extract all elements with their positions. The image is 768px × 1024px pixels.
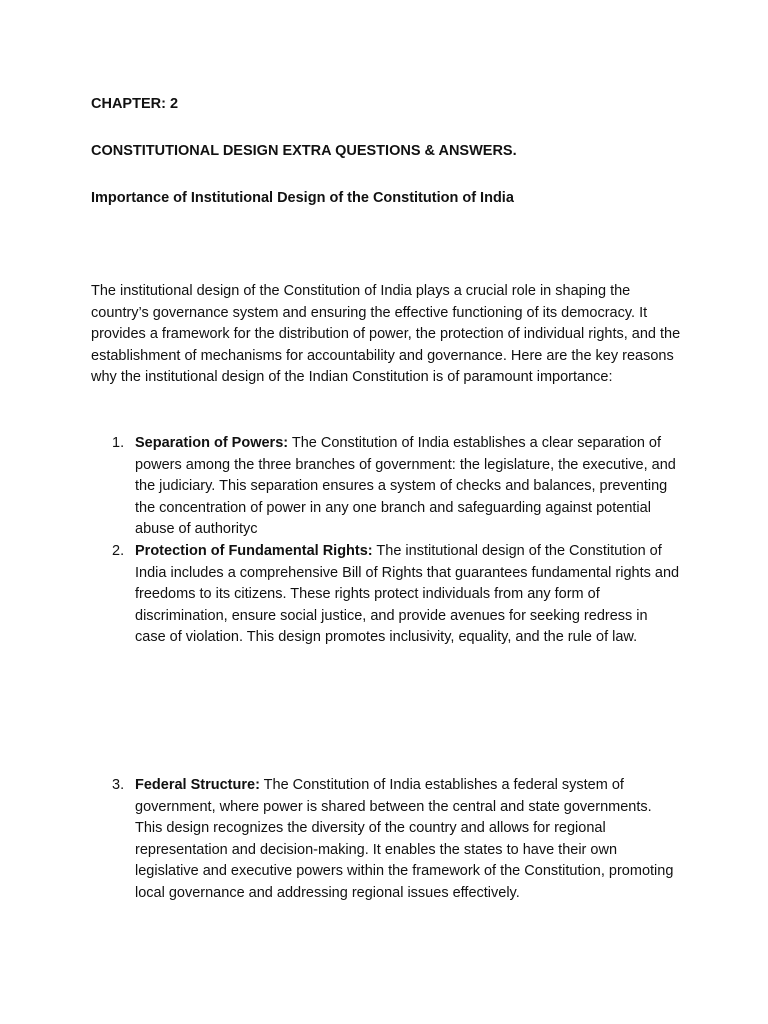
chapter-heading: CHAPTER: 2 [91,96,179,112]
intro-paragraph: The institutional design of the Constitution of India plays a crucial role in shaping the country’s governance system and ensuring the effective functioning of its democracy. It provides a framework for the distribution of power, the protection of individual rights, and the establishment of mechanisms for accountability and governance. Here are the key reasons why the institutional design of the Indian Constitution is of paramount importance: [91,283,681,386]
list-item-body [135,541,681,649]
list-number: 3. [112,777,125,793]
list-item-term: Protection of Fundamental Rights: [135,543,373,559]
document-title: CONSTITUTIONAL DESIGN EXTRA QUESTIONS & ANSWERS. [91,143,517,159]
list-item-term: Federal Structure: [135,777,260,793]
list-item-text: The Constitution of India establishes a federal system of government, where power is shared between the central and state governments. This design recognizes the diversity of the country and allows for regional representation and decision-making. It enables the states to have their own legislative and executive powers within the framework of the Constitution, promoting local governance and addressing regional issues effectively. [135,777,674,901]
list-item [91,433,681,541]
list-item-text: The Constitution of India establishes a clear separation of powers among the three branches of government: the legislature, the executive, and the judiciary. This separation ensures a system of checks and balances, preventing the concentration of power in any one branch and safeguarding against potential abuse of authorityc [135,435,676,538]
list-item [91,775,681,905]
list-item [91,541,681,649]
list-item-body [135,775,681,905]
list-item-text: The institutional design of the Constitution of India includes a comprehensive Bill of Rights that guarantees fundamental rights and freedoms to its citizens. These rights protect individuals from any form of discrimination, ensure social justice, and provide avenues for seeking redress in case of violation. This design promotes inclusivity, equality, and the rule of law. [135,543,680,646]
list-item-term: Separation of Powers: [135,435,289,451]
section-heading: Importance of Institutional Design of the Constitution of India [91,190,514,206]
list-number: 2. [112,543,125,559]
list-number: 1. [112,435,125,451]
list-item-body [135,433,681,541]
